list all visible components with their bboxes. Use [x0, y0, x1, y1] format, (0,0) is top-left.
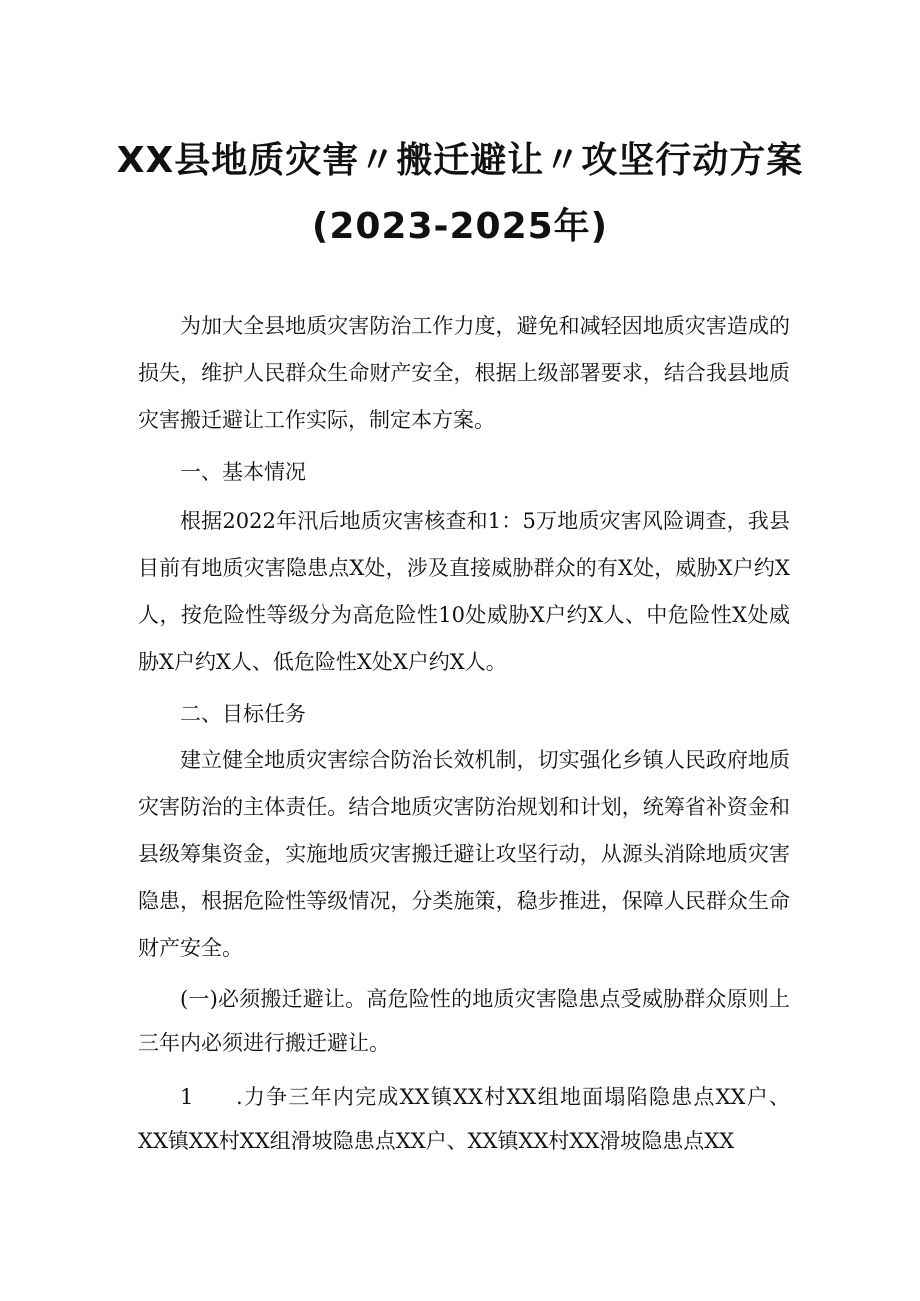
section1-heading-text: 一、基本情况	[180, 460, 306, 484]
section-heading-goals	[138, 691, 790, 738]
section2-paragraph	[138, 737, 790, 972]
section-heading-basic-situation	[138, 449, 790, 496]
item1-line	[138, 1075, 790, 1163]
item1-text: .力争三年内完成XX镇XX村XX组地面塌陷隐患点XX户、XX镇XX村XX组滑坡隐患点XX户、XX镇XX村XX滑坡隐患点XX	[138, 1085, 790, 1153]
section2-text: 建立健全地质灾害综合防治长效机制，切实强化乡镇人民政府地质灾害防治的主体责任。结合地质灾害防治规划和计划，统筹省补资金和县级筹集资金，实施地质灾害搬迁避让攻坚行动，从源头消除地质灾害隐患，根据危险性等级情况，分类施策，稳步推进，保障人民群众生命财产安全。	[138, 748, 790, 960]
item1-paragraph	[138, 1075, 790, 1163]
document-title: XX县地质灾害〃搬迁避让〃攻坚行动方案	[116, 140, 804, 181]
intro-text: 为加大全县地质灾害防治工作力度，避免和减轻因地质灾害造成的损失，维护人民群众生命财产安全，根据上级部署要求，结合我县地质灾害搬迁避让工作实际，制定本方案。	[138, 314, 790, 432]
section2-heading-text: 二、目标任务	[180, 702, 306, 726]
item1-number: 1	[180, 1085, 194, 1109]
subsection1-text: (一)必须搬迁避让。高危险性的地质灾害隐患点受威胁群众原则上三年内必须进行搬迁避让。	[138, 987, 790, 1055]
subsection1-paragraph	[138, 977, 790, 1065]
intro-paragraph	[138, 303, 790, 444]
section1-text: 根据2022年汛后地质灾害核查和1：5万地质灾害风险调查，我县目前有地质灾害隐患点X处，涉及直接威胁群众的有X处，威胁X户约X人，按危险性等级分为高危险性10处威胁X户约X人、中危险性X处威胁X户约X人、低危险性X处X户约X人。	[138, 509, 790, 674]
section1-paragraph	[138, 498, 790, 686]
document-subtitle-years: (2023-2025年)	[311, 206, 609, 247]
